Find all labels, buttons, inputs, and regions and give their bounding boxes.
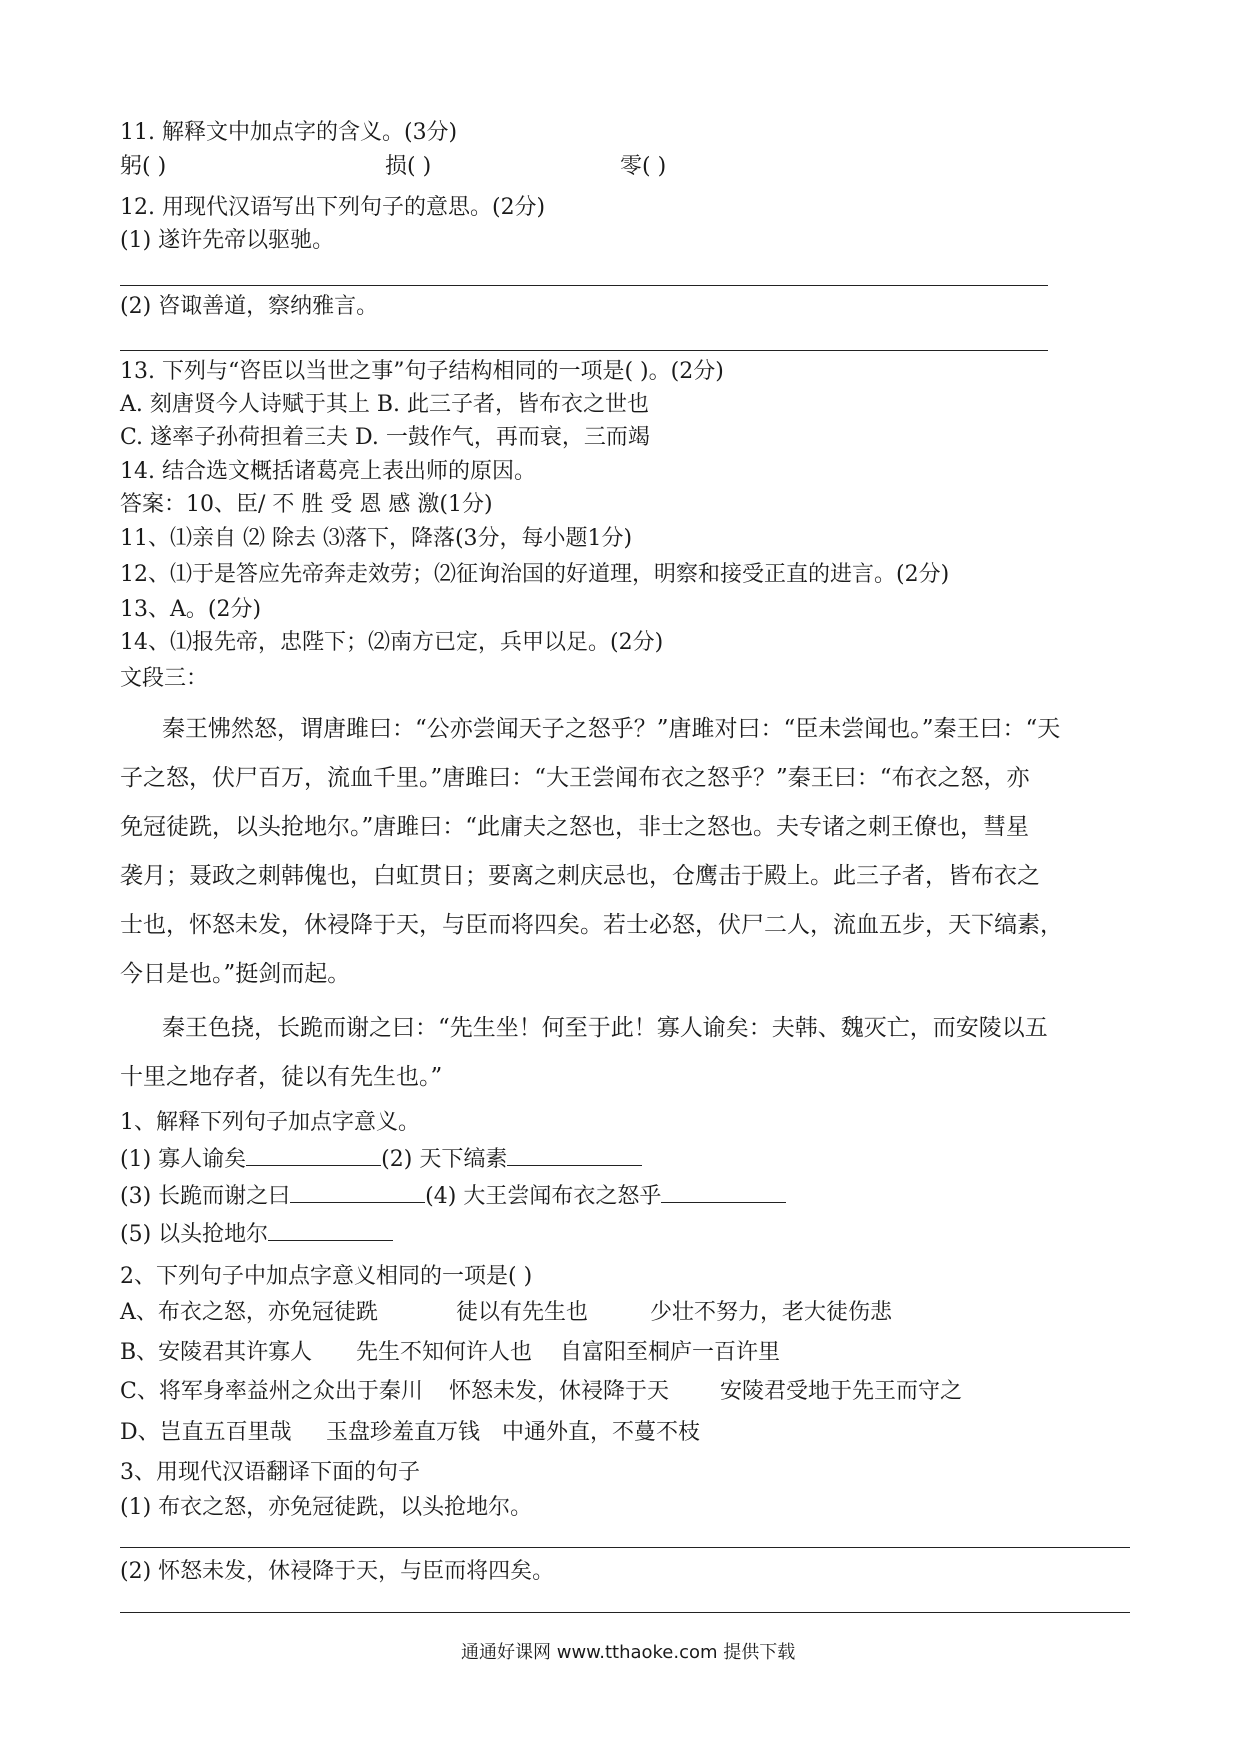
- q13-options-ab: A. 刻唐贤今人诗赋于其上 B. 此三子者，皆布衣之世也: [120, 392, 650, 417]
- fill-blank: [661, 1180, 786, 1203]
- s3q1-item-3: (3) 长跪而谢之曰: [120, 1184, 291, 1209]
- option-a-1: A、布衣之怒，亦免冠徒跣: [120, 1300, 378, 1325]
- fill-blank: [246, 1143, 381, 1166]
- option-d-1: D、岂直五百里哉: [120, 1420, 292, 1445]
- q11-item-2: [385, 152, 431, 182]
- fill-blank: [268, 1218, 393, 1241]
- s3q3-title: 3、用现代汉语翻译下面的句子: [120, 1460, 420, 1485]
- s3q2-option-b: [120, 1338, 781, 1368]
- passage-line: 秦王色挠，长跪而谢之曰：“先生坐！何至于此！寡人谕矣：夫韩、魏灭亡，而安陵以五: [162, 1015, 1048, 1041]
- q11-char-1: 躬: [120, 154, 143, 179]
- s3q1-item-1: (1) 寡人谕矣: [120, 1147, 247, 1172]
- section3-heading: 文段三：: [120, 666, 209, 691]
- q13-options-cd: C. 遂率子孙荷担着三夫 D. 一鼓作气，再而衰，三而竭: [120, 425, 650, 450]
- option-a-3: 少壮不努力，老大徒伤悲: [650, 1300, 893, 1325]
- q14-title: 14. 结合选文概括诸葛亮上表出师的原因。: [120, 459, 536, 484]
- passage-line: 士也，怀怒未发，休祲降于天，与臣而将四矣。若士必怒，伏尸二人，流血五步，天下缟素，: [120, 912, 1063, 938]
- answer-line: [120, 285, 1048, 286]
- option-b-2: 先生不知何许人也: [356, 1340, 533, 1365]
- fill-blank: [290, 1180, 425, 1203]
- s3q3-sentence-1: (1) 布衣之怒，亦免冠徒跣，以头抢地尔。: [120, 1495, 533, 1520]
- answer-10: 答案：10、臣/ 不 胜 受 恩 感 激(1分): [120, 492, 493, 517]
- option-b-1: B、安陵君其许寡人: [120, 1340, 313, 1365]
- passage-line: 今日是也。”挺剑而起。: [120, 961, 351, 987]
- passage-line: 秦王怫然怒，谓唐雎曰：“公亦尝闻天子之怒乎？”唐雎对曰：“臣未尝闻也。”秦王曰：“天: [162, 716, 1061, 742]
- answer-line: [120, 1612, 1130, 1613]
- option-a-2: 徒以有先生也: [456, 1300, 589, 1325]
- s3q3-sentence-2: (2) 怀怒未发，休祲降于天，与臣而将四矣。: [120, 1559, 555, 1584]
- option-c-3: 安陵君受地于先王而守之: [720, 1379, 963, 1404]
- passage-line: 袭月；聂政之刺韩傀也，白虹贯日；要离之刺庆忌也，仓鹰击于殿上。此三子者，皆布衣之: [120, 863, 1040, 889]
- s3q1-row-3: [120, 1218, 393, 1250]
- s3q1-row-1: [120, 1143, 642, 1175]
- q11-paren-3: ( ): [642, 154, 667, 179]
- q11-title: 11. 解释文中加点字的含义。(3分): [120, 120, 458, 145]
- option-c-1: C、将军身率益州之众出于秦川: [120, 1379, 423, 1404]
- q11-char-2: 损: [385, 154, 408, 179]
- page-footer: 通通好课网 www.tthaoke.com 提供下载: [461, 1642, 796, 1663]
- passage-line: 免冠徒跣，以头抢地尔。”唐雎曰：“此庸夫之怒也，非士之怒也。夫专诸之刺王僚也，彗星: [120, 814, 1030, 840]
- answer-line: [120, 1547, 1130, 1548]
- q12-title: 12. 用现代汉语写出下列句子的意思。(2分): [120, 195, 546, 220]
- answer-14: 14、⑴报先帝，忠陛下；⑵南方已定，兵甲以足。(2分): [120, 630, 664, 655]
- q11-paren-1: ( ): [142, 154, 167, 179]
- s3q1-item-2: (2) 天下缟素: [381, 1147, 508, 1172]
- s3q2-option-a: [120, 1298, 893, 1328]
- s3q1-row-2: [120, 1180, 786, 1212]
- q11-item-3: [620, 152, 666, 182]
- q12-sentence-2: (2) 咨诹善道，察纳雅言。: [120, 294, 379, 319]
- passage-line: 十里之地存者，徒以有先生也。”: [120, 1064, 443, 1090]
- answer-line: [120, 350, 1048, 351]
- option-c-2: 怀怒未发，休祲降于天: [449, 1379, 670, 1404]
- q11-char-3: 零: [620, 154, 643, 179]
- q11-item-1: [120, 152, 166, 182]
- s3q1-item-5: (5) 以头抢地尔: [120, 1222, 269, 1247]
- option-d-3: 中通外直，不蔓不枝: [502, 1420, 701, 1445]
- s3q1-item-4: (4) 大王尝闻布衣之怒乎: [425, 1184, 662, 1209]
- s3q2-option-c: [120, 1377, 963, 1407]
- s3q1-title: 1、解释下列句子加点字意义。: [120, 1110, 420, 1135]
- answer-12: 12、⑴于是答应先帝奔走效劳；⑵征询治国的好道理，明察和接受正直的进言。(2分): [120, 562, 950, 587]
- s3q2-title: 2、下列句子中加点字意义相同的一项是( ): [120, 1264, 533, 1289]
- option-d-2: 玉盘珍羞直万钱: [326, 1420, 481, 1445]
- fill-blank: [507, 1143, 642, 1166]
- passage-line: 子之怒，伏尸百万，流血千里。”唐雎曰：“大王尝闻布衣之怒乎？”秦王曰：“布衣之怒，亦: [120, 765, 1030, 791]
- q12-sentence-1: (1) 遂许先帝以驱驰。: [120, 228, 335, 253]
- answer-13: 13、A。(2分): [120, 597, 262, 622]
- q11-paren-2: ( ): [407, 154, 432, 179]
- answer-11: 11、⑴亲自 ⑵ 除去 ⑶落下，降落(3分，每小题1分): [120, 526, 633, 551]
- s3q2-option-d: [120, 1418, 701, 1448]
- option-b-3: 自富阳至桐庐一百许里: [560, 1340, 781, 1365]
- q13-title: 13. 下列与“咨臣以当世之事”句子结构相同的一项是( )。(2分): [120, 359, 724, 384]
